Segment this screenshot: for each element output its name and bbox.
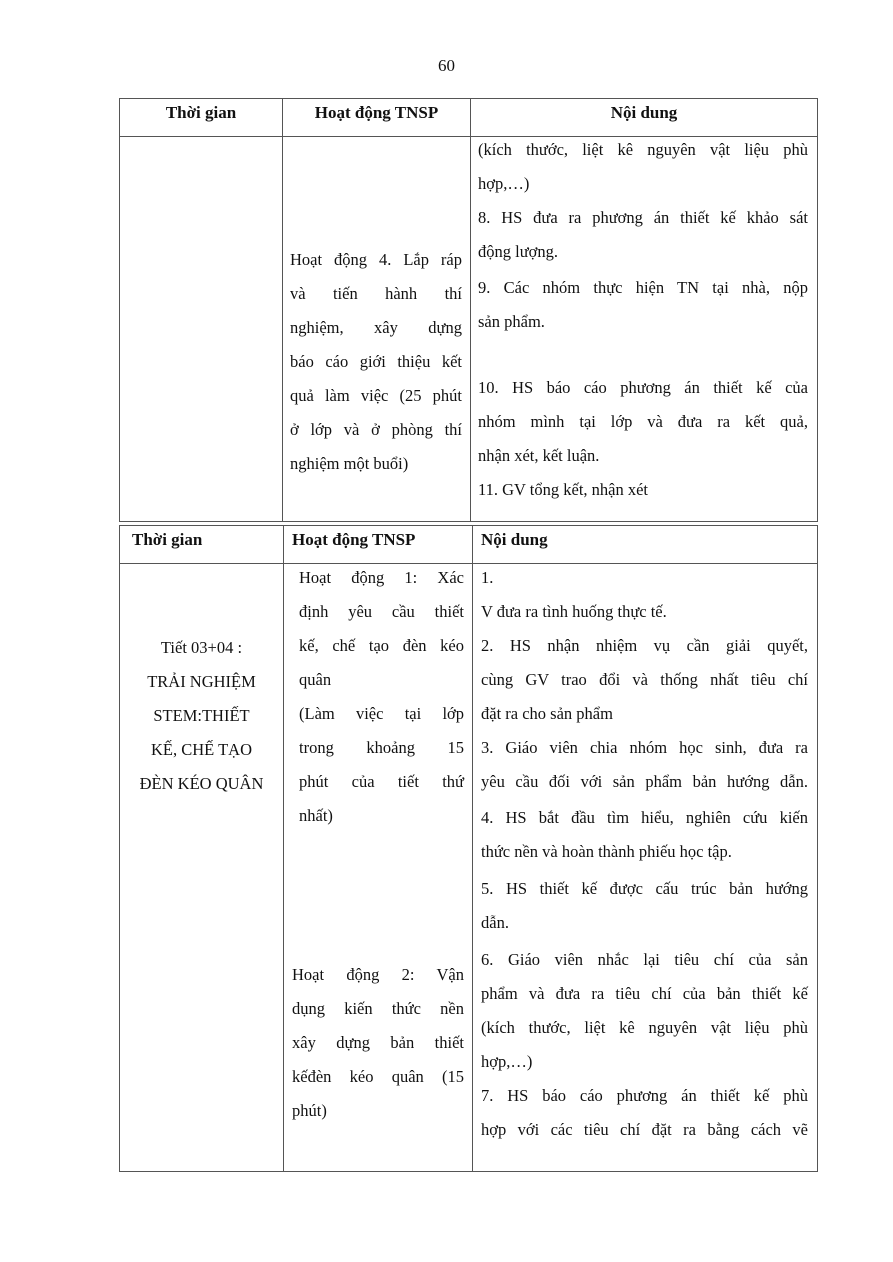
content-line: nhận xét, kết luận.: [478, 446, 600, 465]
content-line: thức nền và hoàn thành phiếu học tập.: [481, 842, 732, 861]
activity-line: dụng kiến thức nền: [292, 999, 464, 1018]
content-line: 10. HS báo cáo phương án thiết kế của: [478, 378, 808, 397]
table-1-content: [478, 133, 808, 507]
activity-line: kếđèn kéo quân (15: [292, 1067, 464, 1086]
table-1-activity-4: [290, 243, 462, 481]
table-2-content: [481, 561, 808, 1147]
table-2-header-content: Nội dung: [481, 530, 548, 549]
activity-line: (Làm việc tại lớp: [299, 704, 464, 723]
activity-line: xây dựng bản thiết: [292, 1033, 464, 1052]
content-line: 8. HS đưa ra phương án thiết kế khảo sát: [478, 208, 808, 227]
content-line: (kích thước, liệt kê nguyên vật liệu phù: [478, 140, 808, 159]
content-line: 6. Giáo viên nhắc lại tiêu chí của sản: [481, 950, 808, 969]
content-line: dẫn.: [481, 913, 509, 932]
content-line: hợp,…): [481, 1052, 533, 1071]
time-line: KẾ, CHẾ TẠO: [151, 740, 252, 759]
time-line: TRẢI NGHIỆM: [147, 672, 256, 691]
activity-line: định yêu cầu thiết: [299, 602, 464, 621]
table-2: [119, 525, 818, 1172]
content-line: 3. Giáo viên chia nhóm học sinh, đưa ra: [481, 738, 808, 757]
activity-line: Hoạt động 2: Vận: [292, 965, 464, 984]
content-line: 7. HS báo cáo phương án thiết kế phù: [481, 1086, 808, 1105]
content-line: 9. Các nhóm thực hiện TN tại nhà, nộp: [478, 278, 808, 297]
table-1-header-content: Nội dung: [610, 103, 678, 122]
content-line: động lượng.: [478, 242, 559, 261]
time-line: Tiết 03+04 :: [160, 638, 243, 657]
activity-line: Hoạt động 1: Xác: [299, 568, 464, 587]
content-line: V đưa ra tình huống thực tế.: [481, 602, 667, 621]
table-2-activity-1: [299, 561, 464, 833]
content-line: 11. GV tổng kết, nhận xét: [478, 480, 649, 499]
content-line: 4. HS bắt đầu tìm hiểu, nghiên cứu kiến: [481, 808, 808, 827]
activity-line: quả làm việc (25 phút: [290, 386, 462, 405]
table-2-header-time: Thời gian: [132, 530, 203, 549]
content-line: đặt ra cho sản phẩm: [481, 704, 613, 723]
table-2-header-activity: Hoạt động TNSP: [292, 530, 416, 549]
table-2-activity-2: [292, 958, 464, 1128]
content-line: hợp với các tiêu chí đặt ra bằng cách vẽ: [481, 1120, 808, 1139]
time-line: STEM:THIẾT: [153, 706, 250, 725]
content-line: yêu cầu đối với sản phẩm bản hướng dẫn.: [481, 772, 808, 791]
activity-line: ở lớp và ở phòng thí: [290, 420, 462, 439]
content-line: 5. HS thiết kế được cấu trúc bản hướng: [481, 879, 808, 898]
activity-line: kế, chế tạo đèn kéo: [299, 636, 464, 655]
activity-line: phút): [292, 1101, 327, 1120]
activity-line: báo cáo giới thiệu kết: [290, 352, 462, 371]
activity-line: Hoạt động 4. Lắp ráp: [290, 250, 462, 269]
content-line: nhóm mình tại lớp và đưa ra kết quả,: [478, 412, 808, 431]
activity-line: nghiệm, xây dựng: [290, 318, 462, 337]
activity-line: nghiệm một buổi): [290, 454, 409, 473]
table-1-header-time: Thời gian: [165, 103, 237, 122]
activity-line: nhất): [299, 806, 333, 825]
activity-line: trong khoảng 15: [299, 738, 464, 757]
page-number: 60: [438, 56, 455, 75]
content-line: (kích thước, liệt kê nguyên vật liệu phù: [481, 1018, 808, 1037]
table-1: [119, 98, 818, 522]
activity-line: quân: [299, 670, 332, 689]
content-line: phẩm và đưa ra tiêu chí của bản thiết kế: [481, 984, 808, 1003]
content-line: sản phẩm.: [478, 312, 545, 331]
time-line: ĐÈN KÉO QUÂN: [139, 774, 264, 793]
content-line: hợp,…): [478, 174, 530, 193]
content-line: 1.: [481, 568, 494, 587]
activity-line: phút của tiết thứ: [299, 772, 464, 791]
table-1-header-activity: Hoạt động TNSP: [314, 103, 439, 122]
activity-line: và tiến hành thí: [290, 284, 462, 303]
content-line: cùng GV trao đổi và thống nhất tiêu chí: [481, 670, 808, 689]
table-2-time: [120, 631, 283, 801]
content-line: 2. HS nhận nhiệm vụ cần giải quyết,: [481, 636, 808, 655]
